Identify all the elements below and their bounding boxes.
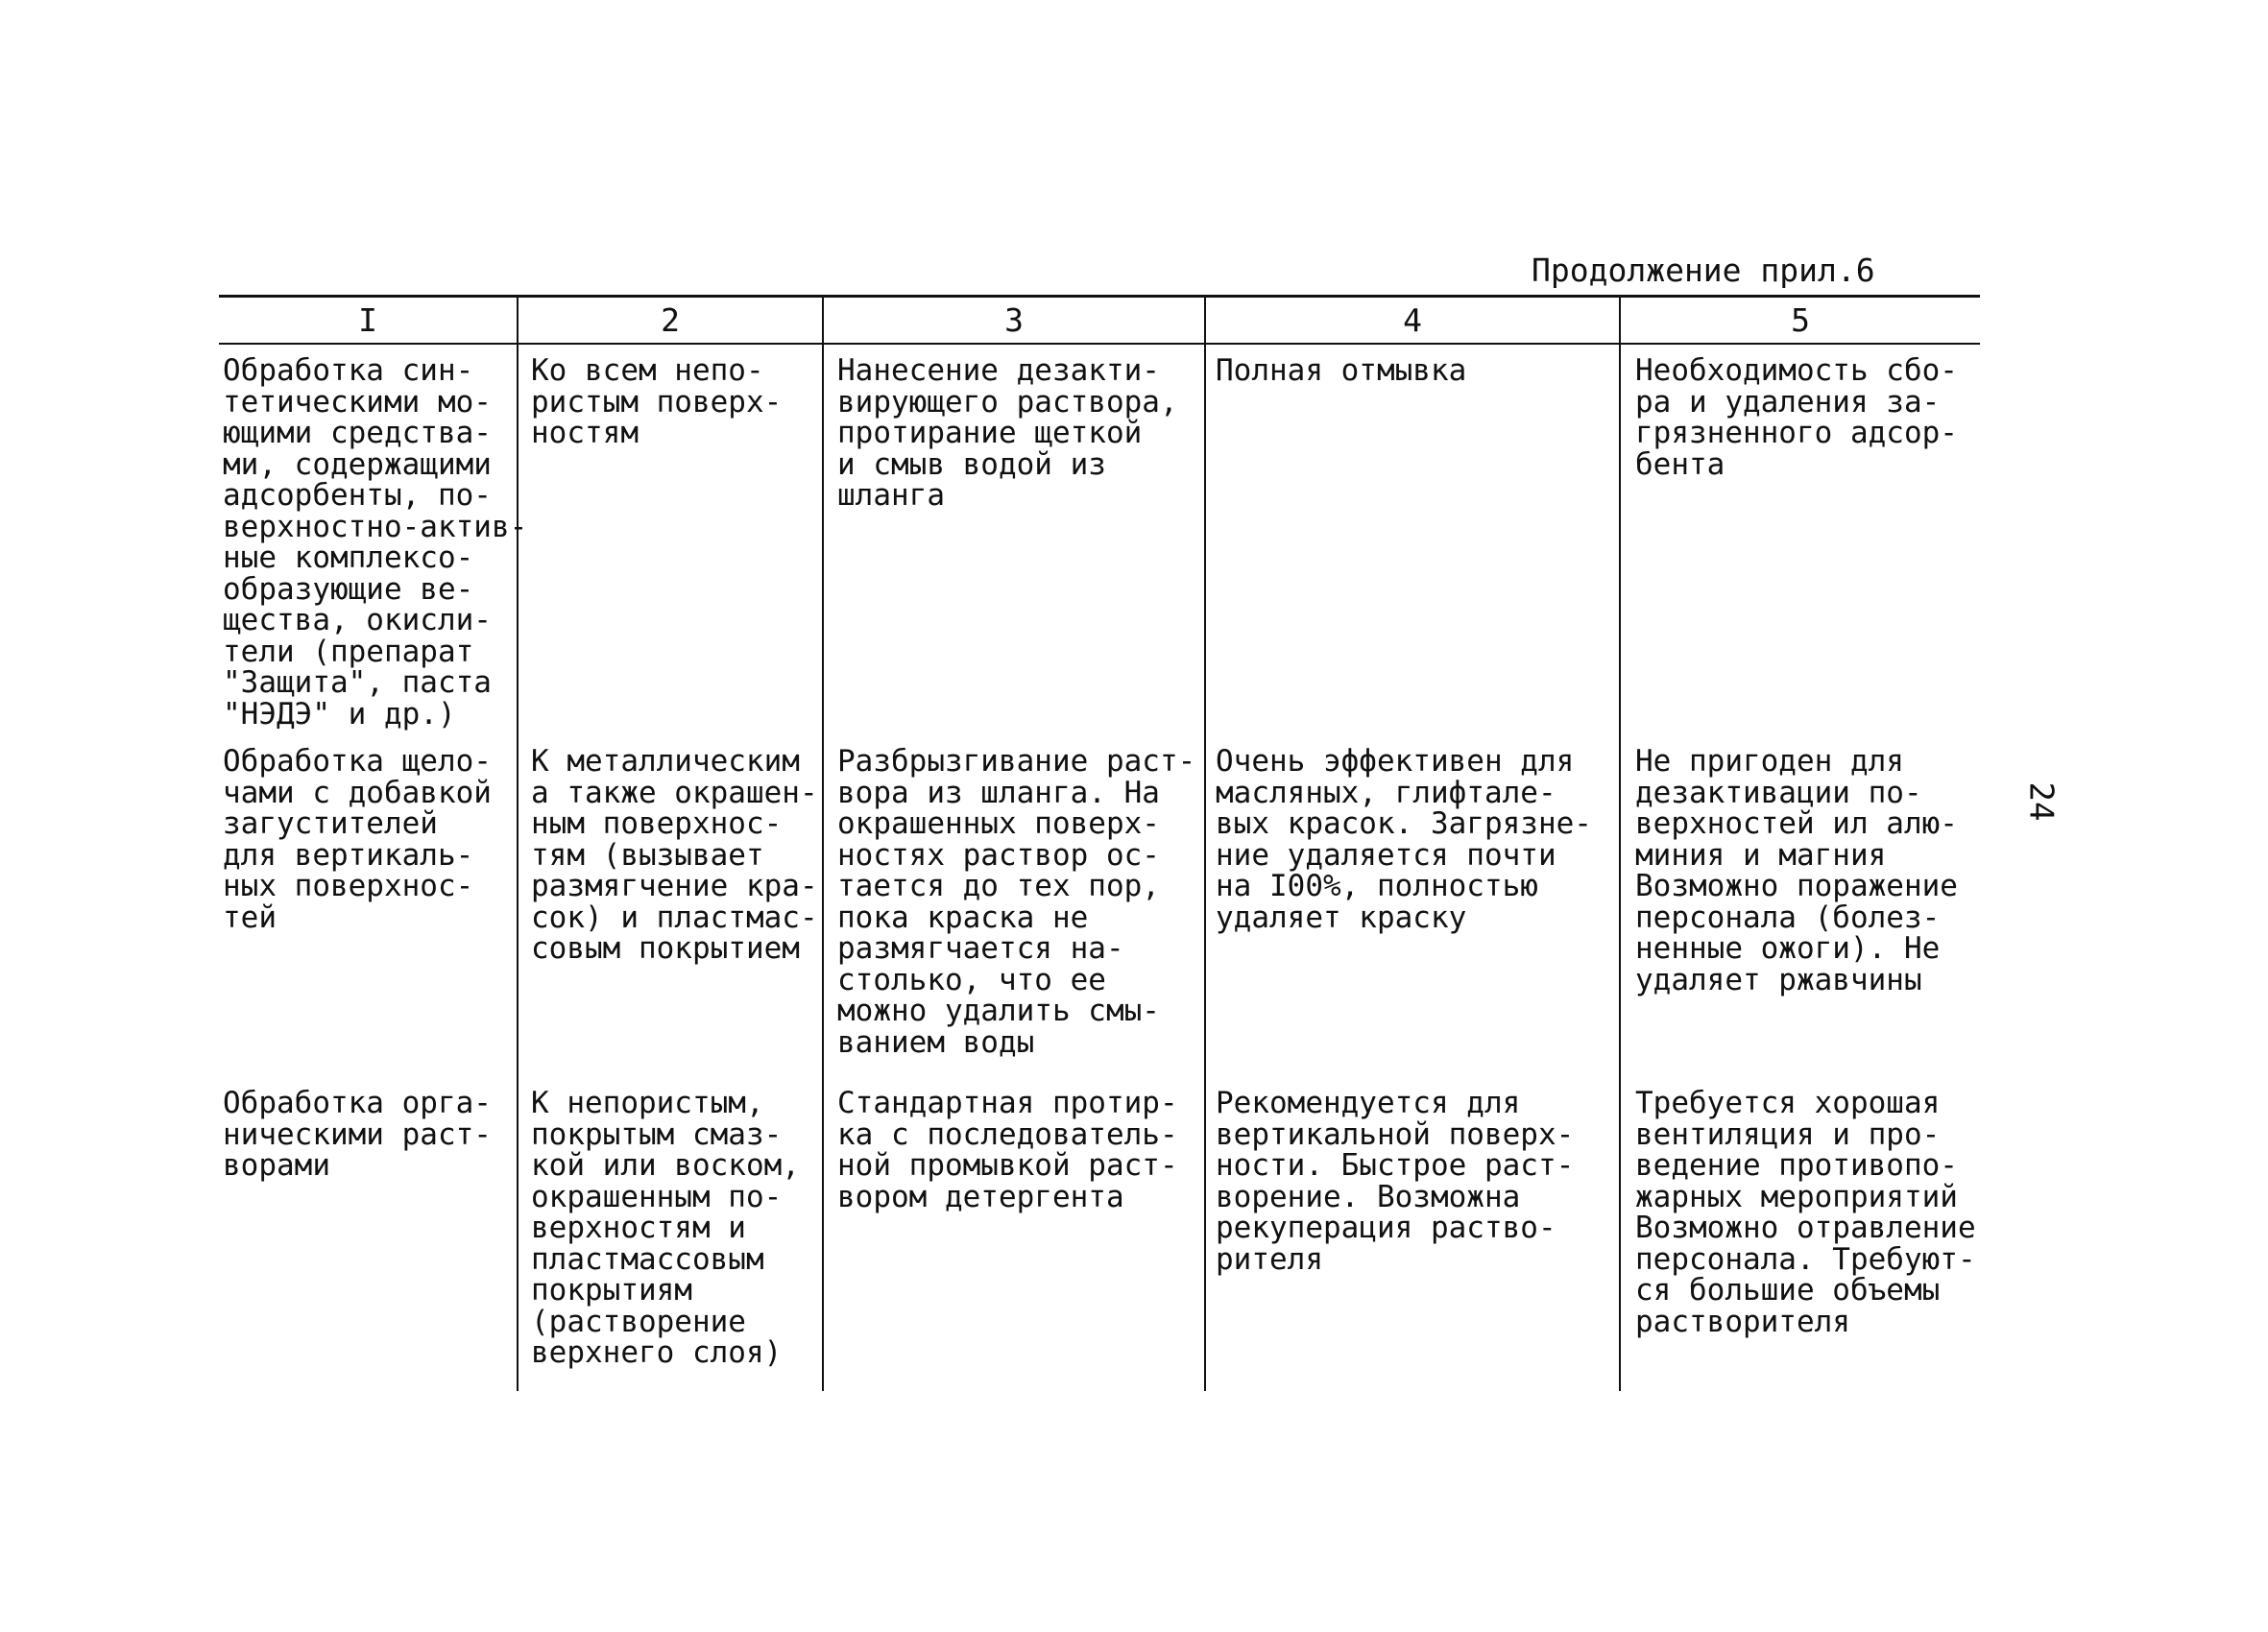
column-divider <box>1204 297 1206 1391</box>
page-number: 24 <box>2021 781 2061 822</box>
cell-effectiveness: Полная отмывка <box>1216 353 1467 388</box>
cell-procedure: Стандартная протир- ка с последователь- ной промывкой раст- вором детергента <box>837 1086 1178 1214</box>
cell-procedure: Разбрызгивание раст- вора из шланга. На окрашенных поверх- ностях раствор ос- тается до тех пор, пока краска не размягчается на- столько, что ее можно удалить смы- ванием воды <box>837 744 1196 1060</box>
cell-procedure: Нанесение дезакти- вирующего раствора, протирание щеткой и смыв водой из шланга <box>837 353 1178 513</box>
cell-method: Обработка щело- чами с добавкой загустителей для вертикаль- ных поверхнос- тей <box>223 744 492 935</box>
column-divider <box>1619 297 1621 1391</box>
table-top-rule <box>219 295 1980 298</box>
column-number-4: 4 <box>1403 301 1422 339</box>
cell-surfaces: К металлическим а также окрашен- ным поверхнос- тям (вызывает размягчение кра- сок) и пластмас- совым покрытием <box>531 744 818 966</box>
table-header-rule <box>219 343 1980 345</box>
cell-notes: Необходимость сбо- ра и удаления за- грязненного адсор- бента <box>1635 353 1958 482</box>
cell-surfaces: Ко всем непо- ристым поверх- ностям <box>531 353 783 450</box>
column-divider <box>822 297 824 1391</box>
column-number-2: 2 <box>661 301 680 339</box>
page-caption: Продолжение прил.6 <box>1532 252 1875 289</box>
cell-method: Обработка син- тетическими мо- ющими средства- ми, содержащими адсорбенты, по- верхностно-актив- ные комплексо- образующие ве- щества, окисли- тели (препарат "Защита", паста "НЭДЭ" и др.) <box>223 353 528 732</box>
column-number-3: 3 <box>1004 301 1024 339</box>
column-number-5: 5 <box>1791 301 1810 339</box>
column-number-1: I <box>358 301 377 339</box>
cell-effectiveness: Очень эффективен для масляных, глифтале- вых красок. Загрязне- ние удаляется почти на I00%, полностью удаляет краску <box>1216 744 1592 935</box>
cell-notes: Не пригоден для дезактивации по- верхностей ил алю- миния и магния Возможно поражение персонала (болез- ненные ожоги). Не удаляет ржавчины <box>1635 744 1958 997</box>
cell-effectiveness: Рекомендуется для вертикальной поверх- ности. Быстрое раст- ворение. Возможна рекуперация раство- рителя <box>1216 1086 1575 1277</box>
cell-method: Обработка орга- ническими раст- ворами <box>223 1086 492 1183</box>
cell-surfaces: К непористым, покрытым смаз- кой или воском, окрашенным по- верхностям и пластмассовым покрытиям (растворение верхнего слоя) <box>531 1086 800 1370</box>
cell-notes: Требуется хорошая вентиляция и про- ведение противопо- жарных мероприятий Возможно отравление персонала. Требуют- ся большие объемы растворителя <box>1635 1086 1976 1339</box>
